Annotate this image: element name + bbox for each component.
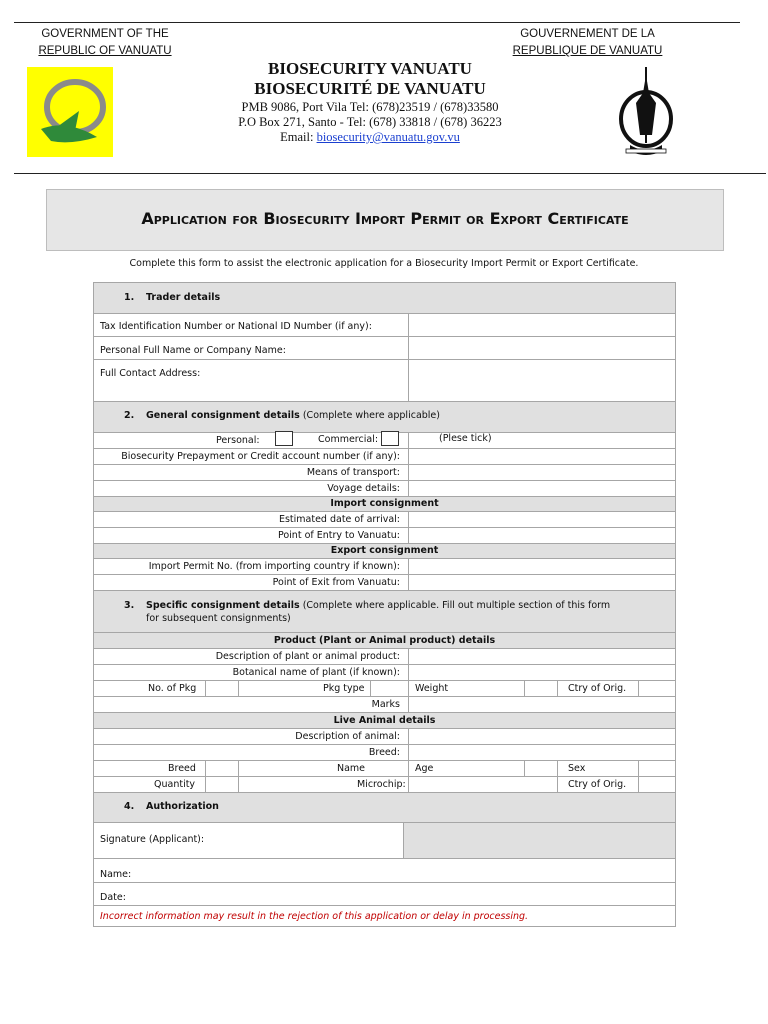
entry-label: Point of Entry to Vanuatu: [277,530,400,541]
ctry-label: Ctry of Orig. [568,683,627,694]
prepay-label: Biosecurity Prepayment or Credit account number (if any): [121,451,400,462]
section-2-title-line [146,410,440,421]
row-consignment-type [94,433,675,449]
section-3-note-1: (Complete where applicable. Fill out multiple section of this form [299,600,611,611]
permit-input[interactable] [409,559,675,574]
permit-label: Import Permit No. (from importing country if known): [148,561,400,572]
prepay-input[interactable] [409,449,675,464]
desc-animal-input[interactable] [409,729,675,744]
tin-label: Tax Identification Number or National ID Number (if any): [100,321,372,332]
gov-en-line1: GOVERNMENT OF THE [41,28,169,40]
arrival-label: Estimated date of arrival: [278,514,400,525]
form-title-box [46,189,724,251]
row-desc-animal [94,729,675,745]
signature-label: Signature (Applicant): [100,834,205,845]
personal-label: Personal: [216,435,260,446]
row-address [94,360,675,402]
form-title: Application for Biosecurity Import Permit or Export Certificate [141,209,629,228]
ctry2-label: Ctry of Orig. [568,779,627,790]
botanical-input[interactable] [409,665,675,680]
row-entry [94,528,675,544]
date-label: Date: [100,892,126,903]
section-1-header [94,283,675,314]
section-2-note: (Complete where applicable) [299,410,440,421]
email-line [190,130,550,145]
gov-french [505,26,670,60]
desc-plant-label: Description of plant or animal product: [215,651,400,662]
transport-input[interactable] [409,465,675,480]
botanical-label: Botanical name of plant (if known): [232,667,400,678]
quantity-label: Quantity [154,779,196,790]
age-label: Age [415,763,434,774]
breed-label: Breed [168,763,196,774]
email-label: Email: [280,130,317,144]
sex-input[interactable] [639,761,675,776]
sex-label: Sex [568,763,586,774]
animal-name-label: Name [337,763,366,774]
section-3-note-2: for subsequent consignments) [146,613,291,624]
row-botanical [94,665,675,681]
voyage-label: Voyage details: [327,483,400,494]
no-pkg-label: No. of Pkg [148,683,197,694]
export-consignment-title: Export consignment [330,545,439,556]
row-permit [94,559,675,575]
gov-fr-line2: REPUBLIQUE DE VANUATU [512,45,663,57]
signature-box[interactable] [404,823,675,858]
row-breed [94,745,675,761]
gov-fr-line1: GOUVERNEMENT DE LA [520,28,655,40]
breed-input[interactable] [206,761,238,776]
gov-en-line2: REPUBLIC OF VANUATU [38,45,172,57]
section-2-number: 2. [124,410,135,421]
header-bottom-rule [14,173,766,174]
name-label: Personal Full Name or Company Name: [100,345,286,356]
org-block [190,59,550,145]
org-name-french: BIOSECURITÉ DE VANUATU [254,79,486,98]
exit-label: Point of Exit from Vanuatu: [272,577,400,588]
tick-instruction: (Plese tick) [439,433,492,444]
pkg-type-label: Pkg type [323,683,365,694]
entry-input[interactable] [409,528,675,543]
desc-plant-input[interactable] [409,649,675,664]
live-animal-title: Live Animal details [333,715,436,726]
no-pkg-input[interactable] [206,681,238,696]
section-4-number: 4. [124,801,135,812]
arrival-input[interactable] [409,512,675,527]
pkg-type-input[interactable] [371,681,408,696]
date-input[interactable] [144,883,675,905]
section-4-header [94,793,675,823]
org-name-english: BIOSECURITY VANUATU [268,59,472,78]
import-consignment-title: Import consignment [330,498,439,509]
age-input[interactable] [525,761,557,776]
gov-english [30,26,180,60]
breed-right-label: Breed: [368,747,400,758]
applicant-name-input[interactable] [144,859,675,882]
import-consignment-header [94,497,675,512]
section-1-number: 1. [124,292,135,303]
weight-input[interactable] [525,681,557,696]
voyage-input[interactable] [409,481,675,496]
commercial-label: Commercial: [318,434,379,445]
section-2-header [94,402,675,433]
warning-text: Incorrect information may result in the rejection of this application or delay in processing. [100,911,529,922]
section-3-title-line [146,600,610,611]
address-label: Full Contact Address: [100,368,201,379]
row-animal-ident [94,761,675,777]
row-name [94,337,675,360]
address-line-1: PMB 9086, Port Vila Tel: (678)23519 / (678)33580 [241,100,499,114]
email-link[interactable]: biosecurity@vanuatu.gov.vu [316,130,460,144]
section-3-number: 3. [124,600,135,611]
section-3-title: Specific consignment details [146,600,300,611]
commercial-checkbox[interactable] [381,431,399,446]
row-prepay [94,449,675,465]
marks-input[interactable] [409,697,675,712]
microchip-input[interactable] [409,777,557,792]
row-signature [94,823,675,859]
section-4-title: Authorization [146,801,219,812]
biosecurity-logo-icon [27,67,113,157]
row-arrival [94,512,675,528]
row-date [94,883,675,906]
row-transport [94,465,675,481]
address-line-2: P.O Box 271, Santo - Tel: (678) 33818 / (678) 36223 [238,115,502,129]
ctry-input[interactable] [639,681,675,696]
ctry2-input[interactable] [639,777,675,792]
row-applicant-name [94,859,675,883]
weight-label: Weight [415,683,449,694]
desc-animal-label: Description of animal: [295,731,400,742]
personal-checkbox[interactable] [275,431,293,446]
row-quantity [94,777,675,793]
row-exit [94,575,675,591]
microchip-label: Microchip: [357,779,406,790]
row-marks [94,697,675,713]
intro-text: Complete this form to assist the electronic application for a Biosecurity Import Permit or Export Certificate. [129,258,639,269]
product-details-title: Product (Plant or Animal product) details [273,635,496,646]
marks-label: Marks [371,699,400,710]
row-voyage [94,481,675,497]
tin-input[interactable] [409,314,675,336]
application-form [93,282,676,927]
exit-input[interactable] [409,575,675,590]
product-details-header [94,633,675,649]
row-packages [94,681,675,697]
section-3-header [94,591,675,633]
quantity-input[interactable] [206,777,238,792]
applicant-name-label: Name: [100,869,132,880]
live-animal-header [94,713,675,729]
row-tin [94,314,675,337]
header-top-rule [14,22,740,23]
transport-label: Means of transport: [306,467,400,478]
section-1-title: Trader details [146,292,221,303]
section-2-title: General consignment details [146,410,300,421]
export-consignment-header [94,544,675,559]
row-desc-plant [94,649,675,665]
breed-main-input[interactable] [409,745,675,760]
row-warning [94,906,675,926]
name-input[interactable] [409,337,675,359]
address-input[interactable] [409,360,675,401]
vanuatu-coat-of-arms-icon [616,63,676,159]
